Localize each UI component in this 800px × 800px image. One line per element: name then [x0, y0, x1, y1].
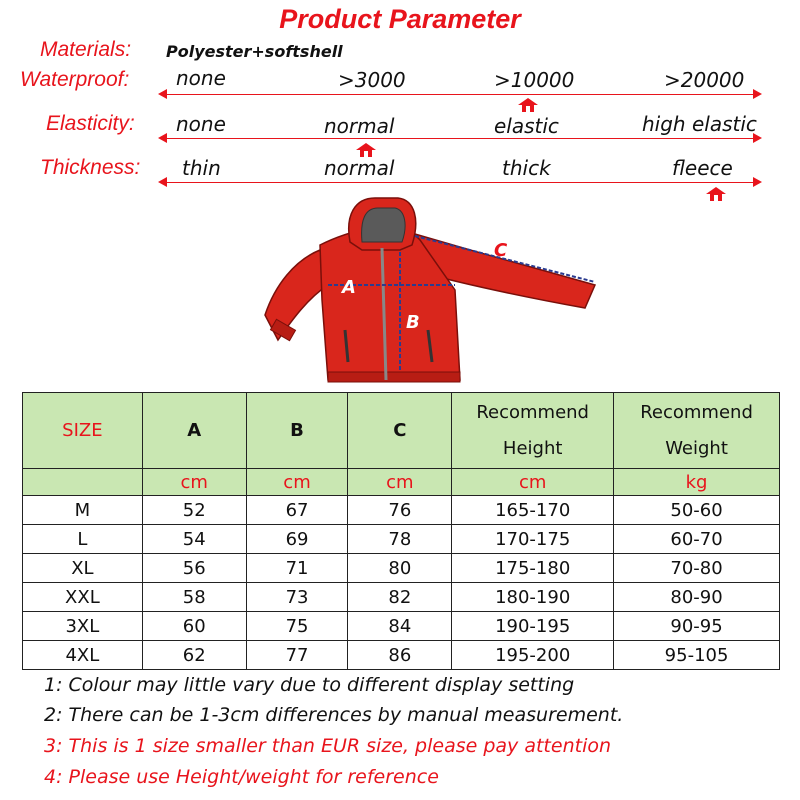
value-cell: 195-200 — [452, 641, 614, 670]
size-cell: 4XL — [23, 641, 143, 670]
note-2: 2: There can be 1-3cm differences by manual measurement. — [44, 704, 624, 726]
unit-height: cm — [452, 469, 614, 496]
value-cell: 70-80 — [614, 554, 780, 583]
jacket-diagram — [250, 190, 610, 390]
value-cell: 80 — [348, 554, 452, 583]
waterproof-level-none: none — [176, 66, 226, 90]
measure-label-c: C — [494, 240, 508, 261]
thickness-level-thick: thick — [502, 156, 551, 180]
value-cell: 86 — [348, 641, 452, 670]
jacket-hem — [328, 372, 460, 382]
value-cell: 170-175 — [452, 525, 614, 554]
measure-label-b: B — [406, 312, 420, 333]
value-cell: 62 — [142, 641, 246, 670]
value-cell: 78 — [348, 525, 452, 554]
value-cell: 180-190 — [452, 583, 614, 612]
waterproof-label: Waterproof: — [20, 68, 130, 91]
value-cell: 95-105 — [614, 641, 780, 670]
elasticity-label: Elasticity: — [46, 112, 135, 135]
column-header-a: A — [142, 393, 246, 469]
size-cell: XL — [23, 554, 143, 583]
value-cell: 82 — [348, 583, 452, 612]
page-title: Product Parameter — [279, 4, 521, 34]
value-cell: 73 — [246, 583, 348, 612]
elasticity-level-none: none — [176, 112, 226, 136]
size-cell: XXL — [23, 583, 143, 612]
unit-weight: kg — [614, 469, 780, 496]
value-cell: 60-70 — [614, 525, 780, 554]
units-blank-cell — [23, 469, 143, 496]
column-header-c: C — [348, 393, 452, 469]
note-3: 3: This is 1 size smaller than EUR size, please pay attention — [44, 735, 612, 757]
value-cell: 165-170 — [452, 496, 614, 525]
value-cell: 67 — [246, 496, 348, 525]
thickness-label: Thickness: — [40, 156, 141, 179]
waterproof-level-20000: >20000 — [664, 68, 745, 92]
house-marker-icon — [518, 98, 538, 112]
value-cell: 69 — [246, 525, 348, 554]
table-row — [23, 583, 780, 612]
note-4: 4: Please use Height/weight for reference — [44, 766, 439, 788]
table-row — [23, 496, 780, 525]
value-cell: 52 — [142, 496, 246, 525]
size-cell: M — [23, 496, 143, 525]
left-cuff — [270, 319, 295, 340]
size-table — [22, 392, 780, 670]
column-header-b: B — [246, 393, 348, 469]
house-marker-icon — [706, 187, 726, 201]
value-cell: 54 — [142, 525, 246, 554]
waterproof-level-10000: >10000 — [494, 68, 575, 92]
units-row — [23, 469, 780, 496]
elasticity-level-elastic: elastic — [494, 114, 559, 138]
measure-label-a: A — [342, 277, 356, 298]
thickness-level-fleece: fleece — [672, 156, 733, 180]
value-cell: 80-90 — [614, 583, 780, 612]
note-1: 1: Colour may little vary due to different display setting — [44, 674, 575, 696]
materials-label: Materials: — [40, 38, 132, 61]
size-cell: L — [23, 525, 143, 554]
value-cell: 77 — [246, 641, 348, 670]
elasticity-level-normal: normal — [324, 114, 395, 138]
table-row — [23, 554, 780, 583]
value-cell: 190-195 — [452, 612, 614, 641]
waterproof-scale-line — [160, 94, 760, 95]
table-row — [23, 612, 780, 641]
table-row — [23, 525, 780, 554]
value-cell: 75 — [246, 612, 348, 641]
elasticity-scale-line — [160, 138, 760, 139]
column-header-weight: Recommend Weight — [614, 393, 780, 469]
waterproof-level-3000: >3000 — [338, 68, 406, 92]
table-row — [23, 641, 780, 670]
elasticity-level-high-elastic: high elastic — [642, 112, 757, 136]
unit-b: cm — [246, 469, 348, 496]
thickness-level-normal: normal — [324, 156, 395, 180]
thickness-scale-line — [160, 182, 760, 183]
house-marker-icon — [356, 143, 376, 157]
column-header-height: Recommend Height — [452, 393, 614, 469]
value-cell: 175-180 — [452, 554, 614, 583]
value-cell: 84 — [348, 612, 452, 641]
unit-c: cm — [348, 469, 452, 496]
value-cell: 71 — [246, 554, 348, 583]
value-cell: 60 — [142, 612, 246, 641]
size-cell: 3XL — [23, 612, 143, 641]
value-cell: 58 — [142, 583, 246, 612]
unit-a: cm — [142, 469, 246, 496]
thickness-level-thin: thin — [182, 156, 221, 180]
hood-lining — [362, 208, 406, 242]
value-cell: 56 — [142, 554, 246, 583]
materials-value: Polyester+softshell — [166, 42, 343, 61]
value-cell: 76 — [348, 496, 452, 525]
size-header: SIZE — [23, 393, 143, 469]
value-cell: 50-60 — [614, 496, 780, 525]
value-cell: 90-95 — [614, 612, 780, 641]
